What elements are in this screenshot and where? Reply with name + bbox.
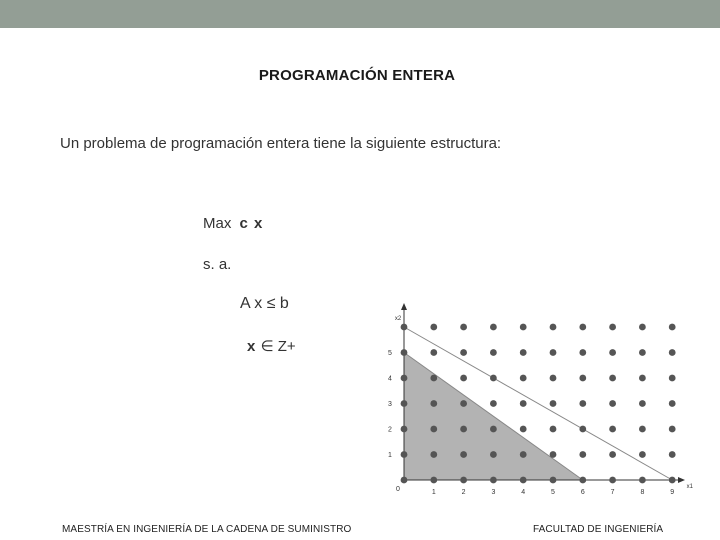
lattice-point [550, 375, 557, 382]
lattice-point [550, 349, 557, 356]
lattice-point [401, 451, 408, 458]
lattice-point [579, 375, 586, 382]
x-axis-arrow [678, 477, 685, 483]
x-tick-label: 2 [461, 489, 466, 496]
lattice-point [430, 400, 437, 407]
footer-left: MAESTRÍA EN INGENIERÍA DE LA CADENA DE SUMINISTRO [62, 524, 352, 535]
lattice-point [579, 451, 586, 458]
x-tick-label: 1 [431, 489, 436, 496]
origin-label: 0 [396, 486, 400, 493]
lattice-point [579, 400, 586, 407]
constraint-rhs: b [279, 295, 289, 312]
lattice-point [639, 477, 646, 484]
intro-text: Un problema de programación entera tiene la siguiente estructura: [60, 135, 502, 152]
x-tick-label: 9 [670, 489, 675, 496]
lattice-point [401, 375, 408, 382]
y-axis-arrow [401, 303, 407, 310]
lattice-point [490, 451, 497, 458]
constraint-line [240, 295, 289, 313]
lattice-point [401, 349, 408, 356]
lattice-point [669, 375, 676, 382]
lattice-point [609, 400, 616, 407]
lattice-point [520, 400, 527, 407]
lattice-point [639, 349, 646, 356]
lattice-point [669, 400, 676, 407]
lattice-point [460, 324, 467, 331]
x-tick-label: 8 [640, 489, 645, 496]
x-tick-label: 4 [521, 489, 526, 496]
y-tick-label: 1 [388, 452, 392, 459]
lattice-point [639, 426, 646, 433]
lattice-point [460, 451, 467, 458]
lattice-point [520, 451, 527, 458]
lattice-point [669, 426, 676, 433]
domain-line [247, 337, 296, 355]
lattice-point [401, 426, 408, 433]
domain-set: Z+ [277, 338, 296, 355]
lattice-point [550, 451, 557, 458]
lattice-point [490, 400, 497, 407]
lattice-point [520, 426, 527, 433]
lattice-point [609, 477, 616, 484]
lattice-point [669, 349, 676, 356]
y-tick-label: 3 [388, 401, 392, 408]
lattice-point [550, 477, 557, 484]
lattice-point [639, 400, 646, 407]
y-tick-label: 5 [388, 350, 392, 357]
lattice-point [669, 477, 676, 484]
slide-title: PROGRAMACIÓN ENTERA [258, 67, 456, 84]
lattice-point [490, 375, 497, 382]
lattice-point [669, 324, 676, 331]
lattice-point [669, 451, 676, 458]
lattice-point [430, 324, 437, 331]
lattice-point [639, 451, 646, 458]
y-tick-label: 4 [388, 375, 392, 383]
lattice-point [550, 400, 557, 407]
lattice-point [460, 375, 467, 382]
lattice-point [639, 375, 646, 382]
integer-lattice-graph [360, 300, 693, 500]
lattice-point [490, 324, 497, 331]
top-bar [0, 0, 720, 28]
lattice-point [609, 324, 616, 331]
lattice-point [401, 400, 408, 407]
lattice-point [460, 477, 467, 484]
lattice-point [430, 477, 437, 484]
constraint-rel: ≤ [266, 295, 276, 312]
lattice-point [579, 477, 586, 484]
x-tick-label: 6 [580, 489, 585, 496]
lattice-point [401, 324, 408, 331]
lattice-point [430, 451, 437, 458]
x-tick-label: 3 [491, 489, 496, 496]
domain-rel: ∈ [260, 338, 274, 355]
lattice-point [490, 477, 497, 484]
lattice-point [609, 375, 616, 382]
lattice-point [460, 426, 467, 433]
objective-prefix: Max [203, 215, 232, 232]
lattice-point [460, 349, 467, 356]
lattice-point [490, 349, 497, 356]
lattice-point [520, 477, 527, 484]
domain-var: x [247, 338, 257, 355]
lattice-point [401, 477, 408, 484]
lattice-point [609, 451, 616, 458]
lattice-point [430, 349, 437, 356]
lattice-point [430, 426, 437, 433]
lattice-point [520, 324, 527, 331]
x-axis-label: x1 [686, 484, 693, 490]
lattice-point [639, 324, 646, 331]
x-tick-label: 5 [551, 489, 555, 496]
lattice-point [609, 349, 616, 356]
lattice-point [520, 375, 527, 382]
lattice-point [579, 324, 586, 331]
objective-line [203, 215, 263, 232]
footer-right: FACULTAD DE INGENIERÍA [533, 524, 664, 535]
lattice-point [579, 426, 586, 433]
constraint-lhs: A x [240, 295, 263, 312]
lattice-point [609, 426, 616, 433]
lattice-point [579, 349, 586, 356]
lattice-point [460, 400, 467, 407]
objective-expr: c x [239, 215, 264, 232]
lattice-point [520, 349, 527, 356]
x-tick-label: 7 [610, 489, 615, 496]
subject-to-label: s. a. [203, 256, 232, 273]
lattice-point [550, 426, 557, 433]
y-axis-label: x2 [394, 316, 402, 322]
lattice-point [430, 375, 437, 382]
y-tick-label: 2 [388, 426, 392, 434]
lattice-point [550, 324, 557, 331]
lattice-point [490, 426, 497, 433]
